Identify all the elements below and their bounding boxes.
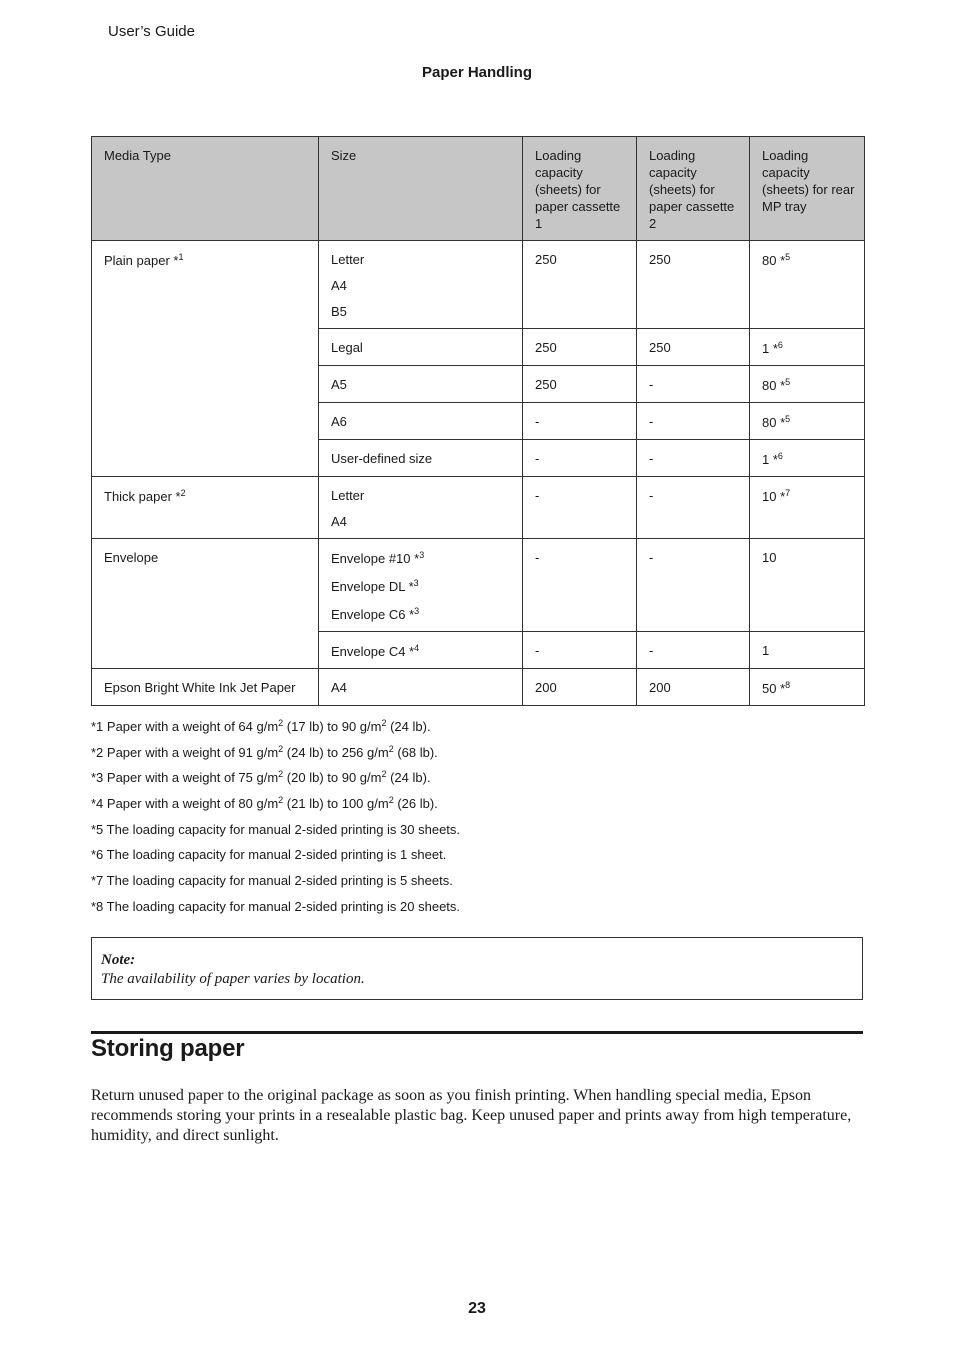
cassette-2-cell: - [637, 366, 750, 403]
table-row [92, 669, 865, 706]
cassette-1-cell: - [523, 403, 637, 440]
footnote-7: *7 The loading capacity for manual 2-sided printing is 5 sheets. [91, 873, 453, 889]
cassette-2-cell: 200 [637, 669, 750, 706]
footnote-3: *3 Paper with a weight of 75 $g/m^2$ (20 lb) to 90 $g/m^2$ (24 lb). [91, 769, 431, 786]
header-rear-mp-tray: Loading capacity (sheets) for rear MP tray [750, 137, 865, 241]
table-row [92, 477, 865, 539]
size-cell: User-defined size [319, 440, 523, 477]
running-head: User’s Guide [108, 23, 195, 40]
media-type-cell: Envelope [92, 539, 319, 669]
cassette-2-cell: 250 [637, 329, 750, 366]
paper-capacity-table [91, 136, 865, 706]
cassette-2-cell: - [637, 632, 750, 669]
rear-tray-cell: 80 *$^5$ [750, 366, 865, 403]
section-rule [91, 1031, 863, 1034]
header-cassette-1: Loading capacity (sheets) for paper cassette 1 [523, 137, 637, 241]
size-cell: A6 [319, 403, 523, 440]
media-type-cell: Plain paper *$^1$ [92, 241, 319, 477]
rear-tray-cell: 50 *$^8$ [750, 669, 865, 706]
rear-tray-cell: 1 *$^6$ [750, 329, 865, 366]
cassette-1-cell: - [523, 477, 637, 539]
section-title: Paper Handling [421, 64, 533, 81]
size-cell: Envelope #10 *$^3$ Envelope DL *$^3$ Envelope C6 *$^3$ [319, 539, 523, 632]
header-cassette-2: Loading capacity (sheets) for paper cassette 2 [637, 137, 750, 241]
size-cell: Legal [319, 329, 523, 366]
header-media-type: Media Type [92, 137, 319, 241]
rear-tray-cell: 1 *$^6$ [750, 440, 865, 477]
footnote-5: *5 The loading capacity for manual 2-sided printing is 30 sheets. [91, 821, 461, 837]
rear-tray-cell: 80 *$^5$ [750, 403, 865, 440]
note-box [91, 937, 863, 1000]
header-size: Size [319, 137, 523, 241]
media-type-cell: Epson Bright White Ink Jet Paper [92, 669, 319, 706]
footnote-2: *2 Paper with a weight of 91 $g/m^2$ (24 lb) to 256 $g/m^2$ (68 lb). [91, 743, 438, 760]
rear-tray-cell: 10 [750, 539, 865, 632]
cassette-2-cell: - [637, 539, 750, 632]
cassette-1-cell: 250 [523, 329, 637, 366]
cassette-2-cell: 250 [637, 241, 750, 329]
rear-tray-cell: 80 *$^5$ [750, 241, 865, 329]
cassette-1-cell: 200 [523, 669, 637, 706]
size-cell: Envelope C4 *$^4$ [319, 632, 523, 669]
footnote-1: *1 Paper with a weight of 64 $g/m^2$ (17 lb) to 90 $g/m^2$ (24 lb). [91, 718, 431, 734]
cassette-1-cell: - [523, 440, 637, 477]
table-header-row [92, 137, 865, 241]
page-number: 23 [468, 1300, 486, 1317]
size-cell: Letter A4 B5 [319, 241, 523, 329]
cassette-1-cell: - [523, 539, 637, 632]
cassette-2-cell: - [637, 403, 750, 440]
size-cell: A4 [319, 669, 523, 706]
cassette-1-cell: 250 [523, 241, 637, 329]
note-text: The availability of paper varies by location. [101, 971, 365, 987]
cassette-2-cell: - [637, 477, 750, 539]
table-row [92, 539, 865, 632]
footnote-6: *6 The loading capacity for manual 2-sided printing is 1 sheet. [91, 847, 447, 863]
size-cell: A5 [319, 366, 523, 403]
rear-tray-cell: 1 [750, 632, 865, 669]
note-label: Note: [101, 952, 136, 968]
footnote-4: *4 Paper with a weight of 80 $g/m^2$ (21 lb) to 100 $g/m^2$ (26 lb). [91, 795, 438, 812]
storing-paper-heading: Storing paper [91, 1035, 245, 1062]
footnote-8: *8 The loading capacity for manual 2-sided printing is 20 sheets. [91, 898, 461, 914]
size-cell: Letter A4 [319, 477, 523, 539]
table-row [92, 241, 865, 329]
cassette-1-cell: 250 [523, 366, 637, 403]
storing-paper-body: Return unused paper to the original package as soon as you finish printing. When handling special media, Epson recommends storing your prints in a resealable plastic bag. Keep unused paper and prints away from high temperature, humidity, and direct sunlight. [91, 1087, 852, 1144]
media-type-cell: Thick paper *$^2$ [92, 477, 319, 539]
rear-tray-cell: 10 *$^7$ [750, 477, 865, 539]
cassette-1-cell: - [523, 632, 637, 669]
cassette-2-cell: - [637, 440, 750, 477]
footnotes [91, 718, 460, 924]
